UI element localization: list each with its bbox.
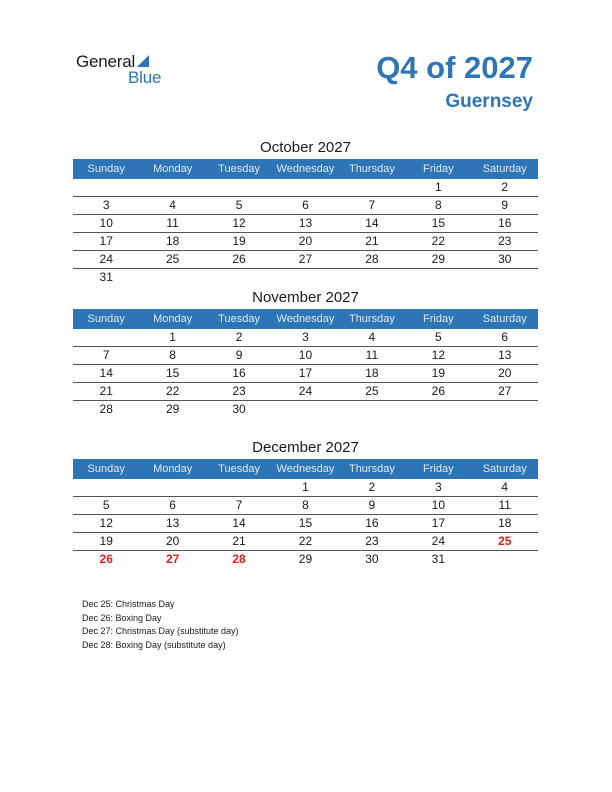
brand-general-text: General bbox=[76, 52, 136, 71]
empty-day-cell bbox=[472, 269, 538, 286]
day-cell: 12 bbox=[431, 348, 445, 362]
holiday-day-cell: 25 bbox=[498, 534, 512, 548]
weekday-header: Thursday bbox=[348, 463, 395, 475]
day-cell: 31 bbox=[431, 552, 445, 566]
weekday-header: Tuesday bbox=[218, 163, 260, 175]
day-cell: 1 bbox=[169, 330, 176, 344]
day-cell: 14 bbox=[232, 516, 246, 530]
day-cell: 11 bbox=[365, 348, 379, 362]
logo-triangle-icon bbox=[136, 54, 150, 68]
day-cell: 24 bbox=[298, 384, 313, 398]
weekday-header: Monday bbox=[153, 313, 193, 325]
holiday-day-cell: 26 bbox=[99, 552, 113, 566]
weekday-header: Saturday bbox=[482, 463, 527, 475]
empty-day-cell bbox=[339, 179, 405, 196]
day-cell: 19 bbox=[431, 366, 445, 380]
day-cell: 22 bbox=[298, 534, 313, 548]
weekday-header: Sunday bbox=[87, 463, 125, 475]
day-cell: 23 bbox=[498, 234, 512, 248]
day-cell: 8 bbox=[434, 198, 442, 212]
day-cell: 3 bbox=[434, 480, 442, 494]
day-cell: 24 bbox=[431, 534, 445, 548]
day-cell: 29 bbox=[298, 552, 313, 566]
weekday-header: Thursday bbox=[348, 163, 395, 175]
day-cell: 23 bbox=[232, 384, 246, 398]
day-cell: 28 bbox=[99, 402, 113, 416]
weekday-header: Friday bbox=[423, 163, 454, 175]
day-cell: 6 bbox=[169, 498, 176, 512]
day-cell: 21 bbox=[365, 234, 379, 248]
weekday-header: Tuesday bbox=[218, 313, 260, 325]
empty-day-cell bbox=[139, 479, 205, 496]
day-cell: 31 bbox=[99, 270, 113, 284]
weekday-header: Monday bbox=[153, 163, 193, 175]
day-cell: 24 bbox=[99, 252, 113, 266]
day-cell: 18 bbox=[365, 366, 379, 380]
week-row bbox=[73, 497, 538, 515]
empty-day-cell bbox=[272, 179, 338, 196]
empty-day-cell bbox=[206, 269, 272, 286]
day-cell: 22 bbox=[431, 234, 445, 248]
empty-day-cell bbox=[73, 329, 139, 346]
weekday-header: Tuesday bbox=[218, 463, 260, 475]
day-cell: 9 bbox=[235, 348, 243, 362]
week-row bbox=[73, 233, 538, 251]
day-cell: 20 bbox=[498, 366, 512, 380]
day-cell: 10 bbox=[431, 498, 445, 512]
empty-day-cell bbox=[73, 479, 139, 496]
weekday-header: Sunday bbox=[87, 313, 125, 325]
holiday-note: Dec 27: Christmas Day (substitute day) bbox=[82, 626, 239, 636]
day-cell: 13 bbox=[298, 216, 313, 230]
month-title: October 2027 bbox=[260, 139, 351, 156]
day-cell: 4 bbox=[169, 198, 176, 212]
day-cell: 25 bbox=[365, 384, 379, 398]
week-row bbox=[73, 197, 538, 215]
day-cell: 6 bbox=[302, 198, 309, 212]
day-cell: 10 bbox=[298, 348, 313, 362]
day-cell: 5 bbox=[102, 498, 110, 512]
day-cell: 20 bbox=[165, 534, 180, 548]
day-cell: 2 bbox=[368, 480, 376, 494]
day-cell: 28 bbox=[365, 252, 379, 266]
day-cell: 18 bbox=[165, 234, 180, 248]
week-row bbox=[73, 401, 538, 418]
holiday-note: Dec 25: Christmas Day bbox=[82, 599, 175, 609]
empty-day-cell bbox=[139, 269, 205, 286]
week-row bbox=[73, 179, 538, 197]
weekday-header: Saturday bbox=[482, 163, 527, 175]
weekday-header-row bbox=[73, 159, 538, 179]
day-cell: 8 bbox=[169, 348, 176, 362]
day-cell: 7 bbox=[102, 348, 110, 362]
empty-day-cell bbox=[139, 179, 205, 196]
weekday-header: Saturday bbox=[482, 313, 527, 325]
day-cell: 22 bbox=[165, 384, 180, 398]
day-cell: 14 bbox=[365, 216, 379, 230]
weekday-header: Wednesday bbox=[276, 163, 335, 175]
page-title: Q4 of 2027 bbox=[376, 50, 533, 85]
day-cell: 29 bbox=[431, 252, 445, 266]
month-october bbox=[73, 137, 538, 286]
day-cell: 17 bbox=[298, 366, 313, 380]
day-cell: 4 bbox=[501, 480, 509, 494]
day-cell: 5 bbox=[434, 330, 442, 344]
day-cell: 27 bbox=[498, 384, 512, 398]
week-row bbox=[73, 479, 538, 497]
day-cell: 17 bbox=[99, 234, 113, 248]
day-cell: 11 bbox=[498, 498, 511, 512]
day-cell: 1 bbox=[302, 480, 309, 494]
day-cell: 2 bbox=[501, 180, 509, 194]
empty-day-cell bbox=[472, 551, 538, 568]
holiday-day-cell: 27 bbox=[165, 552, 180, 566]
empty-day-cell bbox=[472, 401, 538, 418]
day-cell: 8 bbox=[302, 498, 309, 512]
holiday-day-cell: 28 bbox=[232, 552, 246, 566]
weekday-header: Wednesday bbox=[276, 313, 335, 325]
day-cell: 4 bbox=[368, 330, 376, 344]
month-title: November 2027 bbox=[252, 289, 359, 306]
weekday-header-row bbox=[73, 309, 538, 329]
day-cell: 15 bbox=[165, 366, 180, 380]
day-cell: 7 bbox=[235, 498, 243, 512]
day-cell: 26 bbox=[232, 252, 246, 266]
empty-day-cell bbox=[405, 269, 471, 286]
day-cell: 3 bbox=[102, 198, 110, 212]
week-row bbox=[73, 347, 538, 365]
week-row bbox=[73, 533, 538, 551]
day-cell: 9 bbox=[368, 498, 376, 512]
empty-day-cell bbox=[206, 479, 272, 496]
week-row bbox=[73, 551, 538, 568]
weekday-header-row bbox=[73, 459, 538, 479]
month-november bbox=[73, 287, 538, 418]
day-cell: 17 bbox=[431, 516, 445, 530]
empty-day-cell bbox=[73, 179, 139, 196]
day-cell: 20 bbox=[298, 234, 313, 248]
day-cell: 18 bbox=[498, 516, 512, 530]
weekday-header: Sunday bbox=[87, 163, 125, 175]
weekday-header: Monday bbox=[153, 463, 193, 475]
day-cell: 1 bbox=[434, 180, 442, 194]
day-cell: 16 bbox=[498, 216, 512, 230]
empty-day-cell bbox=[339, 269, 405, 286]
day-cell: 19 bbox=[232, 234, 246, 248]
day-cell: 21 bbox=[232, 534, 246, 548]
day-cell: 16 bbox=[232, 366, 246, 380]
week-row bbox=[73, 215, 538, 233]
day-cell: 13 bbox=[498, 348, 512, 362]
day-cell: 11 bbox=[166, 216, 179, 230]
day-cell: 13 bbox=[165, 516, 180, 530]
day-cell: 14 bbox=[99, 366, 113, 380]
day-cell: 6 bbox=[501, 330, 509, 344]
day-cell: 3 bbox=[302, 330, 309, 344]
week-row bbox=[73, 329, 538, 347]
empty-day-cell bbox=[272, 401, 338, 418]
empty-day-cell bbox=[405, 401, 471, 418]
day-cell: 21 bbox=[99, 384, 113, 398]
week-row bbox=[73, 383, 538, 401]
day-cell: 26 bbox=[431, 384, 445, 398]
day-cell: 10 bbox=[99, 216, 113, 230]
empty-day-cell bbox=[339, 401, 405, 418]
holiday-notes bbox=[82, 598, 239, 652]
day-cell: 16 bbox=[365, 516, 379, 530]
brand-blue-text: Blue bbox=[128, 68, 162, 87]
weekday-header: Friday bbox=[423, 313, 454, 325]
month-december bbox=[73, 437, 538, 568]
day-cell: 27 bbox=[298, 252, 313, 266]
day-cell: 23 bbox=[365, 534, 379, 548]
day-cell: 25 bbox=[165, 252, 180, 266]
month-title: December 2027 bbox=[252, 439, 359, 456]
day-cell: 30 bbox=[365, 552, 379, 566]
weekday-header: Thursday bbox=[348, 313, 395, 325]
holiday-note: Dec 28: Boxing Day (substitute day) bbox=[82, 639, 226, 650]
brand-logo bbox=[76, 52, 186, 88]
day-cell: 30 bbox=[498, 252, 512, 266]
holiday-note: Dec 26: Boxing Day bbox=[82, 612, 162, 623]
day-cell: 7 bbox=[368, 198, 376, 212]
day-cell: 29 bbox=[165, 402, 180, 416]
day-cell: 9 bbox=[501, 198, 509, 212]
week-row bbox=[73, 515, 538, 533]
day-cell: 2 bbox=[235, 330, 243, 344]
day-cell: 19 bbox=[99, 534, 113, 548]
day-cell: 15 bbox=[298, 516, 313, 530]
week-row bbox=[73, 251, 538, 269]
day-cell: 30 bbox=[232, 402, 246, 416]
region-name: Guernsey bbox=[445, 91, 533, 112]
week-row bbox=[73, 269, 538, 286]
day-cell: 12 bbox=[99, 516, 113, 530]
weekday-header: Friday bbox=[423, 463, 454, 475]
day-cell: 5 bbox=[235, 198, 243, 212]
week-row bbox=[73, 365, 538, 383]
empty-day-cell bbox=[272, 269, 338, 286]
day-cell: 12 bbox=[232, 216, 246, 230]
empty-day-cell bbox=[206, 179, 272, 196]
weekday-header: Wednesday bbox=[276, 463, 335, 475]
day-cell: 15 bbox=[431, 216, 445, 230]
